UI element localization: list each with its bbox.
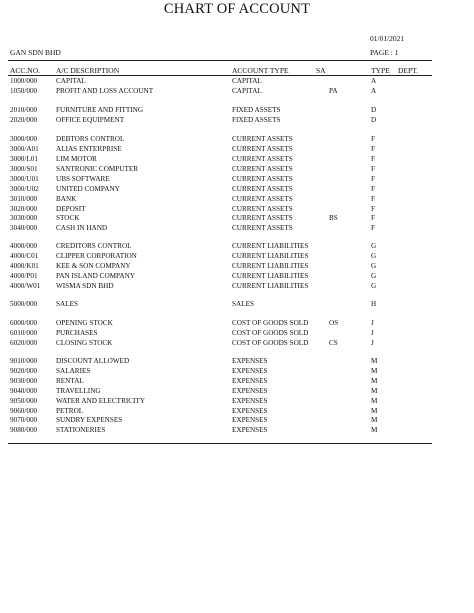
table-row <box>0 155 474 165</box>
cell-acc-no: 4000/P01 <box>10 272 38 280</box>
report-title: CHART OF ACCOUNT <box>163 1 311 17</box>
cell-account-type: EXPENSES <box>232 387 268 395</box>
cell-account-type: EXPENSES <box>232 426 268 434</box>
footer-rule <box>8 443 432 444</box>
cell-acc-no: 6010/000 <box>10 329 38 337</box>
cell-type-code: F <box>371 175 375 183</box>
cell-account-type: COST OF GOODS SOLD <box>232 339 309 347</box>
cell-type-code: G <box>371 262 377 270</box>
cell-acc-no: 4000/C01 <box>10 252 39 260</box>
cell-description: DEPOSIT <box>56 205 86 213</box>
report-date: 01/01/2021 <box>370 34 405 43</box>
cell-description: CASH IN HAND <box>56 224 108 232</box>
cell-description: PROFIT AND LOSS ACCOUNT <box>56 87 154 95</box>
cell-type-code: J <box>371 339 374 347</box>
cell-description: UNITED COMPANY <box>56 185 120 193</box>
table-row <box>0 416 474 426</box>
cell-type-code: F <box>371 185 375 193</box>
cell-acc-no: 1000/000 <box>10 77 38 85</box>
cell-acc-no: 3000/L01 <box>10 155 38 163</box>
cell-description: FURNITURE AND FITTING <box>56 106 144 114</box>
cell-account-type: CURRENT ASSETS <box>232 175 293 183</box>
table-row <box>0 397 474 407</box>
cell-acc-no: 2020/000 <box>10 116 38 124</box>
column-header-dept: DEPT. <box>398 66 419 75</box>
cell-description: SALES <box>56 300 78 308</box>
cell-account-type: CURRENT ASSETS <box>232 195 293 203</box>
table-row <box>0 214 474 224</box>
column-header-type: TYPE <box>371 66 390 75</box>
cell-description: CLIPPER CORPORATION <box>56 252 137 260</box>
table-row <box>0 377 474 387</box>
cell-description: DEBTORS CONTROL <box>56 135 125 143</box>
cell-type-code: M <box>371 357 378 365</box>
cell-account-type: EXPENSES <box>232 367 268 375</box>
page-number: PAGE : 1 <box>370 48 399 57</box>
cell-type-code: F <box>371 224 375 232</box>
cell-account-type: COST OF GOODS SOLD <box>232 319 309 327</box>
cell-acc-no: 3000/U01 <box>10 175 39 183</box>
cell-acc-no: 9050/000 <box>10 397 38 405</box>
cell-description: OFFICE EQUIPMENT <box>56 116 125 124</box>
cell-description: STATIONERIES <box>56 426 106 434</box>
cell-acc-no: 9040/000 <box>10 387 38 395</box>
cell-account-type: CURRENT LIABILITIES <box>232 242 309 250</box>
table-row <box>0 195 474 205</box>
cell-account-type: CURRENT LIABILITIES <box>232 272 309 280</box>
cell-type-code: M <box>371 377 378 385</box>
table-row <box>0 357 474 367</box>
cell-acc-no: 3000/A01 <box>10 145 39 153</box>
cell-type-code: F <box>371 155 375 163</box>
cell-type-code: A <box>371 87 377 95</box>
cell-acc-no: 9080/000 <box>10 426 38 434</box>
cell-description: OPENING STOCK <box>56 319 113 327</box>
table-row <box>0 87 474 97</box>
cell-type-code: F <box>371 145 375 153</box>
table-row <box>0 145 474 155</box>
cell-type-code: J <box>371 319 374 327</box>
cell-account-type: EXPENSES <box>232 407 268 415</box>
cell-account-type: CURRENT LIABILITIES <box>232 282 309 290</box>
cell-type-code: G <box>371 242 377 250</box>
cell-acc-no: 3000/U02 <box>10 185 39 193</box>
cell-type-code: F <box>371 205 375 213</box>
cell-type-code: M <box>371 367 378 375</box>
cell-description: WISMA SDN BHD <box>56 282 114 290</box>
table-row <box>0 242 474 252</box>
cell-description: BANK <box>56 195 77 203</box>
table-row <box>0 116 474 126</box>
cell-acc-no: 3020/000 <box>10 205 38 213</box>
cell-acc-no: 3010/000 <box>10 195 38 203</box>
cell-type-code: F <box>371 195 375 203</box>
cell-description: UBS SOFTWARE <box>56 175 110 183</box>
cell-account-type: EXPENSES <box>232 397 268 405</box>
table-row <box>0 77 474 87</box>
table-row <box>0 426 474 436</box>
cell-account-type: FIXED ASSETS <box>232 116 281 124</box>
cell-description: SANTRONIC COMPUTER <box>56 165 139 173</box>
cell-account-type: CAPITAL <box>232 87 262 95</box>
cell-account-type: CAPITAL <box>232 77 262 85</box>
cell-account-type: CURRENT ASSETS <box>232 185 293 193</box>
cell-description: SALARIES <box>56 367 91 375</box>
cell-account-type: CURRENT ASSETS <box>232 155 293 163</box>
cell-description: SUNDRY EXPENSES <box>56 416 123 424</box>
cell-account-type: CURRENT LIABILITIES <box>232 262 309 270</box>
column-header-account-type: ACCOUNT TYPE <box>232 66 289 75</box>
cell-description: PURCHASES <box>56 329 98 337</box>
cell-description: KEE & SON COMPANY <box>56 262 131 270</box>
table-row <box>0 175 474 185</box>
cell-acc-no: 3000/000 <box>10 135 38 143</box>
cell-type-code: M <box>371 426 378 434</box>
cell-type-code: M <box>371 397 378 405</box>
cell-acc-no: 3040/000 <box>10 224 38 232</box>
cell-acc-no: 2010/000 <box>10 106 38 114</box>
cell-acc-no: 6000/000 <box>10 319 38 327</box>
cell-type-code: M <box>371 416 378 424</box>
cell-sa-code: OS <box>329 319 339 327</box>
cell-account-type: EXPENSES <box>232 416 268 424</box>
cell-account-type: CURRENT ASSETS <box>232 205 293 213</box>
cell-acc-no: 9060/000 <box>10 407 38 415</box>
cell-acc-no: 5000/000 <box>10 300 38 308</box>
cell-acc-no: 9020/000 <box>10 367 38 375</box>
table-row <box>0 300 474 310</box>
cell-acc-no: 9070/000 <box>10 416 38 424</box>
cell-account-type: FIXED ASSETS <box>232 106 281 114</box>
cell-acc-no: 6020/000 <box>10 339 38 347</box>
cell-account-type: COST OF GOODS SOLD <box>232 329 309 337</box>
cell-acc-no: 1050/000 <box>10 87 38 95</box>
cell-acc-no: 4000/W01 <box>10 282 41 290</box>
cell-description: DISCOUNT ALLOWED <box>56 357 130 365</box>
cell-description: CLOSING STOCK <box>56 339 113 347</box>
cell-account-type: EXPENSES <box>232 357 268 365</box>
cell-account-type: CURRENT ASSETS <box>232 224 293 232</box>
cell-description: RENTAL <box>56 377 84 385</box>
column-header-acc-no: ACC.NO. <box>10 66 41 75</box>
cell-type-code: G <box>371 252 377 260</box>
cell-acc-no: 3030/000 <box>10 214 38 222</box>
cell-type-code: F <box>371 135 375 143</box>
cell-account-type: CURRENT LIABILITIES <box>232 252 309 260</box>
cell-type-code: J <box>371 329 374 337</box>
cell-description: ALIAS ENTERPRISE <box>56 145 122 153</box>
table-row <box>0 185 474 195</box>
cell-type-code: D <box>371 116 377 124</box>
table-row <box>0 224 474 234</box>
table-row <box>0 135 474 145</box>
cell-type-code: D <box>371 106 377 114</box>
table-row <box>0 339 474 349</box>
cell-description: WATER AND ELECTRICITY <box>56 397 146 405</box>
cell-acc-no: 3000/S01 <box>10 165 38 173</box>
cell-description: LIM MOTOR <box>56 155 97 163</box>
cell-type-code: F <box>371 165 375 173</box>
cell-type-code: G <box>371 282 377 290</box>
cell-type-code: F <box>371 214 375 222</box>
cell-description: PETROL <box>56 407 84 415</box>
cell-account-type: CURRENT ASSETS <box>232 165 293 173</box>
table-row <box>0 387 474 397</box>
cell-account-type: CURRENT ASSETS <box>232 135 293 143</box>
cell-type-code: M <box>371 407 378 415</box>
cell-description: STOCK <box>56 214 80 222</box>
cell-acc-no: 9010/000 <box>10 357 38 365</box>
cell-type-code: M <box>371 387 378 395</box>
cell-account-type: CURRENT ASSETS <box>232 214 293 222</box>
table-row <box>0 165 474 175</box>
cell-description: CAPITAL <box>56 77 86 85</box>
header-top-rule <box>8 60 432 61</box>
cell-sa-code: CS <box>329 339 338 347</box>
cell-description: CREDITORS CONTROL <box>56 242 132 250</box>
table-row <box>0 367 474 377</box>
cell-description: PAN ISLAND COMPANY <box>56 272 135 280</box>
cell-account-type: EXPENSES <box>232 377 268 385</box>
table-row <box>0 262 474 272</box>
cell-type-code: A <box>371 77 377 85</box>
cell-type-code: G <box>371 272 377 280</box>
cell-account-type: CURRENT ASSETS <box>232 145 293 153</box>
table-row <box>0 329 474 339</box>
header-bottom-rule <box>8 75 432 76</box>
cell-type-code: H <box>371 300 377 308</box>
table-row <box>0 106 474 116</box>
table-row <box>0 282 474 292</box>
table-row <box>0 252 474 262</box>
cell-sa-code: BS <box>329 214 338 222</box>
cell-acc-no: 9030/000 <box>10 377 38 385</box>
cell-acc-no: 4000/K01 <box>10 262 39 270</box>
cell-description: TRAVELLING <box>56 387 101 395</box>
column-header-sa: SA <box>316 66 326 75</box>
cell-acc-no: 4000/000 <box>10 242 38 250</box>
column-header-description: A/C DESCRIPTION <box>56 66 120 75</box>
cell-sa-code: PA <box>329 87 338 95</box>
cell-account-type: SALES <box>232 300 254 308</box>
company-name: GAN SDN BHD <box>10 48 61 57</box>
table-row <box>0 272 474 282</box>
table-row <box>0 319 474 329</box>
